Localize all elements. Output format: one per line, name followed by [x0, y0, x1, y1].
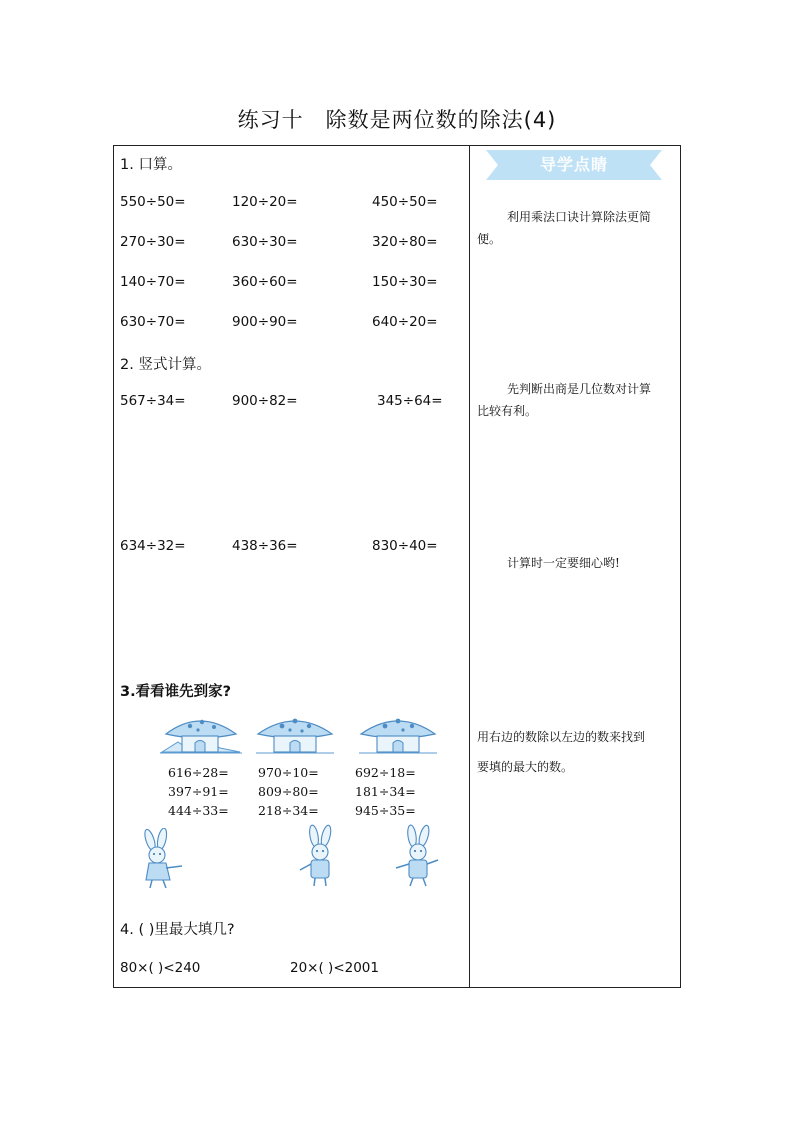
- mushroom-house-icon: [160, 714, 242, 756]
- long-division-problem: 567÷34=: [120, 393, 186, 409]
- section3-heading: 3.看看谁先到家?: [120, 684, 232, 700]
- house-problem: 616÷28=: [168, 765, 229, 780]
- long-division-problem: 634÷32=: [120, 538, 186, 554]
- tip-1: 利用乘法口诀计算除法更简 便。: [477, 210, 652, 246]
- oral-problem: 900÷90=: [232, 314, 298, 330]
- section4-heading: 4. ( )里最大填几?: [120, 922, 235, 938]
- oral-problem: 630÷70=: [120, 314, 186, 330]
- oral-problem: 550÷50=: [120, 194, 186, 210]
- tip-4: 用右边的数除以左边的数来找到 要填的最大的数。: [477, 730, 646, 774]
- long-division-problem: 830÷40=: [372, 538, 438, 554]
- sidebar-banner: 导学点睛: [539, 155, 608, 174]
- inequality-item: 20×( )<2001: [290, 960, 379, 976]
- mushroom-house-icon: [357, 714, 439, 756]
- long-division-problem: 438÷36=: [232, 538, 298, 554]
- house-problem: 444÷33=: [168, 803, 229, 818]
- oral-problem: 360÷60=: [232, 274, 298, 290]
- house-problem: 218÷34=: [258, 803, 319, 818]
- long-division-problem: 345÷64=: [377, 393, 443, 409]
- house-problem: 181÷34=: [355, 784, 416, 799]
- tip-3: 计算时一定要细心哟!: [507, 556, 620, 570]
- rabbit-icon: [296, 824, 344, 888]
- tip-2: 先判断出商是几位数对计算 比较有利。: [477, 382, 652, 418]
- oral-problem: 450÷50=: [372, 194, 438, 210]
- oral-problem: 320÷80=: [372, 234, 438, 250]
- column-divider: [469, 145, 470, 988]
- inequality-item: 80×( )<240: [120, 960, 201, 976]
- rabbit-icon: [136, 828, 190, 890]
- oral-problem: 150÷30=: [372, 274, 438, 290]
- oral-problem: 270÷30=: [120, 234, 186, 250]
- long-division-problem: 900÷82=: [232, 393, 298, 409]
- oral-problem: 640÷20=: [372, 314, 438, 330]
- mushroom-house-icon: [254, 714, 336, 756]
- oral-problem: 630÷30=: [232, 234, 298, 250]
- oral-problem: 140÷70=: [120, 274, 186, 290]
- section2-heading: 2. 竖式计算。: [120, 357, 211, 373]
- page-title: 练习十 除数是两位数的除法(4): [237, 108, 557, 132]
- house-problem: 397÷91=: [168, 784, 229, 799]
- house-problem: 970÷10=: [258, 765, 319, 780]
- section1-heading: 1. 口算。: [120, 157, 182, 173]
- house-problem: 809÷80=: [258, 784, 319, 799]
- house-problem: 945÷35=: [355, 803, 416, 818]
- oral-problem: 120÷20=: [232, 194, 298, 210]
- rabbit-icon: [392, 824, 442, 888]
- house-problem: 692÷18=: [355, 765, 416, 780]
